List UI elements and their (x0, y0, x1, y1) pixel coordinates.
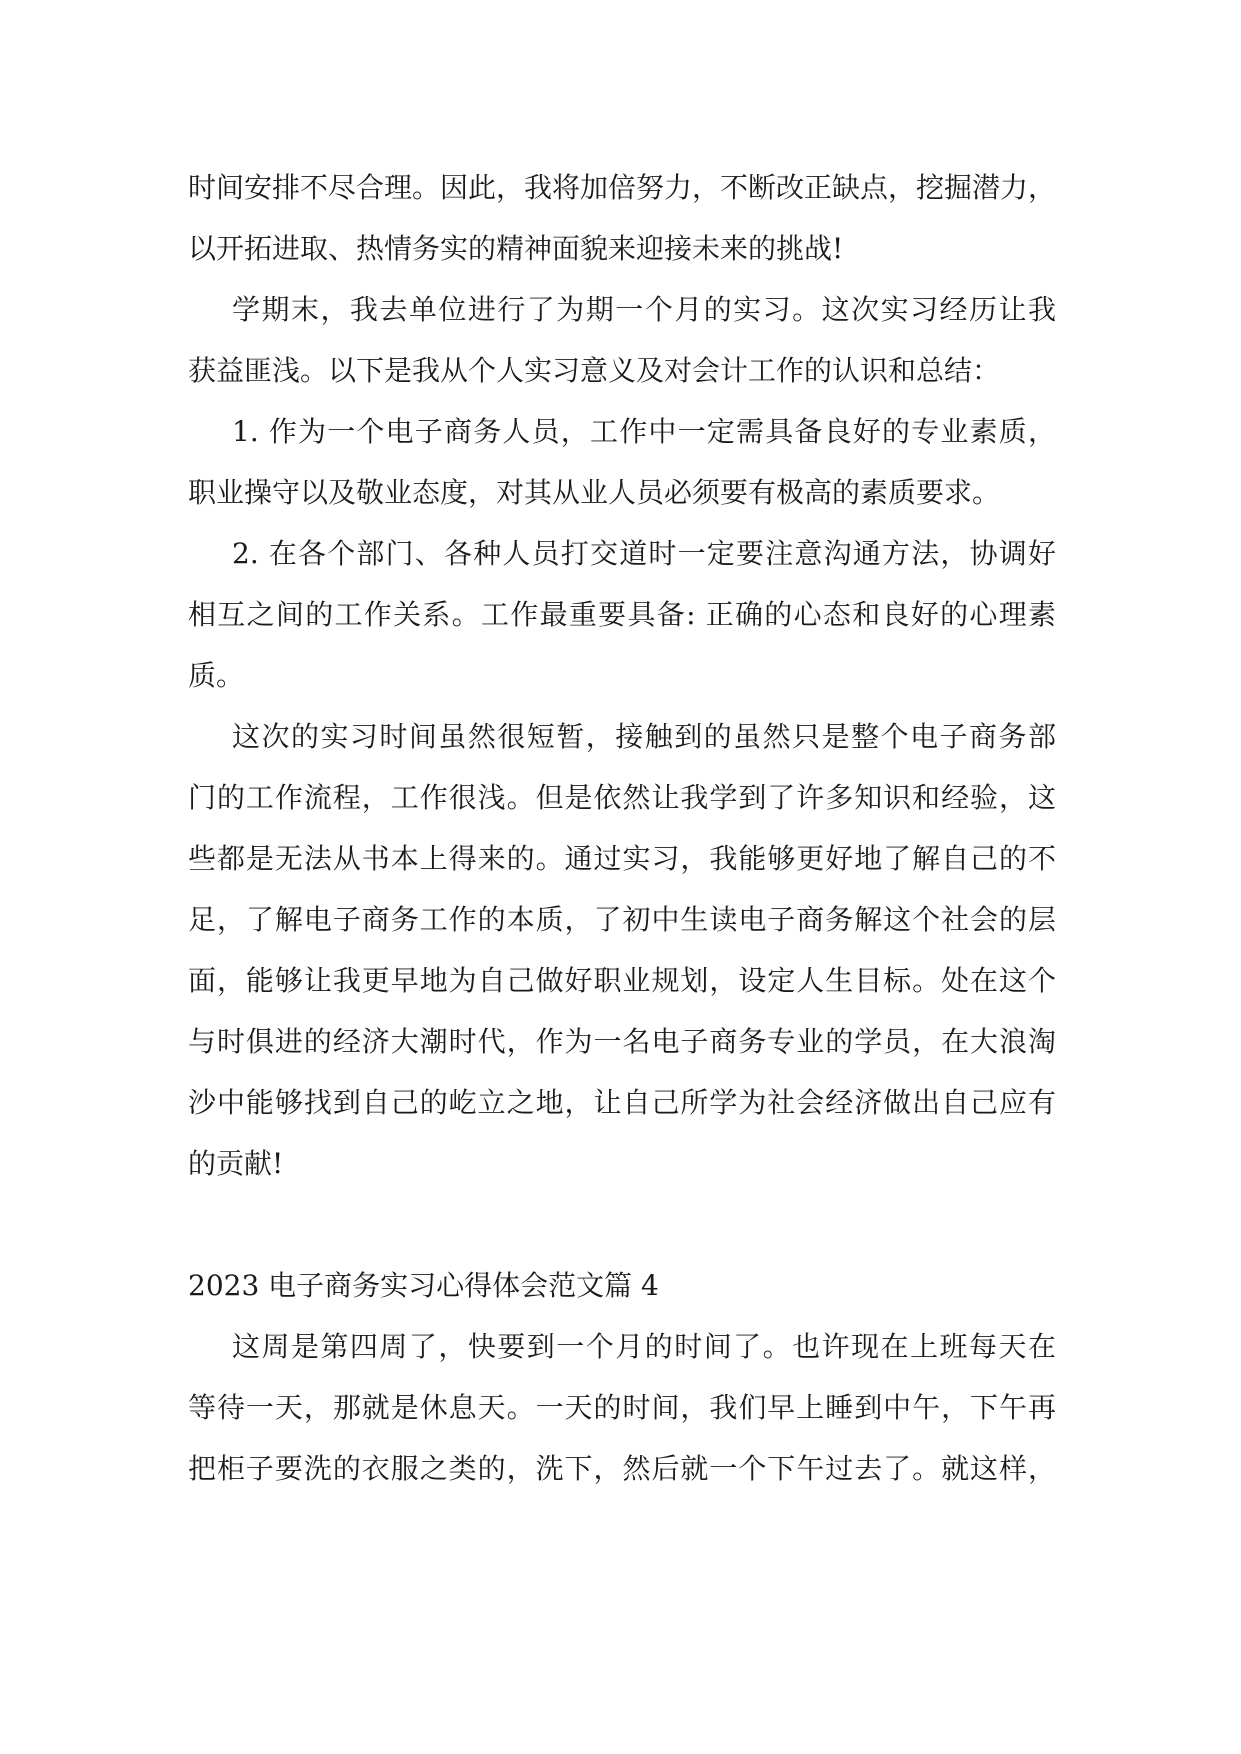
paragraph-line: 的贡献! (188, 1147, 284, 1180)
paragraph-line: 这次的实习时间虽然很短暂，接触到的虽然只是整个电子商务部 (232, 720, 1056, 753)
list-item-line: 2. 在各个部门、各种人员打交道时一定要注意沟通方法，协调好 (232, 537, 1056, 570)
paragraph-line: 这周是第四周了，快要到一个月的时间了。也许现在上班每天在 (232, 1330, 1056, 1363)
paragraph-line: 与时俱进的经济大潮时代，作为一名电子商务专业的学员，在大浪淘 (188, 1025, 1056, 1058)
list-item-line: 质。 (188, 659, 245, 692)
paragraph-line: 门的工作流程，工作很浅。但是依然让我学到了许多知识和经验，这 (188, 781, 1056, 814)
paragraph-line: 获益匪浅。以下是我从个人实习意义及对会计工作的认识和总结： (188, 354, 1001, 387)
paragraph-line: 沙中能够找到自己的屹立之地，让自己所学为社会经济做出自己应有 (188, 1086, 1056, 1119)
paragraph-line: 些都是无法从书本上得来的。通过实习，我能够更好地了解自己的不 (188, 842, 1056, 875)
list-item-line: 相互之间的工作关系。工作最重要具备: 正确的心态和良好的心理素 (188, 598, 1056, 631)
paragraph-line: 以开拓进取、热情务实的精神面貌来迎接未来的挑战! (188, 232, 844, 265)
paragraph-line: 等待一天，那就是休息天。一天的时间，我们早上睡到中午，下午再 (188, 1391, 1056, 1424)
list-item-line: 职业操守以及敬业态度，对其从业人员必须要有极高的素质要求。 (188, 476, 1001, 509)
paragraph-line: 学期末，我去单位进行了为期一个月的实习。这次实习经历让我 (232, 293, 1056, 326)
list-item-line: 1. 作为一个电子商务人员，工作中一定需具备良好的专业素质， (232, 415, 1056, 448)
paragraph-line: 面，能够让我更早地为自己做好职业规划，设定人生目标。处在这个 (188, 964, 1056, 997)
paragraph-line: 足，了解电子商务工作的本质，了初中生读电子商务解这个社会的层 (188, 903, 1056, 936)
paragraph-line: 把柜子要洗的衣服之类的，洗下，然后就一个下午过去了。就这样， (188, 1452, 1056, 1485)
section-heading: 2023 电子商务实习心得体会范文篇 4 (188, 1269, 659, 1302)
paragraph-line: 时间安排不尽合理。因此，我将加倍努力，不断改正缺点，挖掘潜力， (188, 171, 1057, 204)
